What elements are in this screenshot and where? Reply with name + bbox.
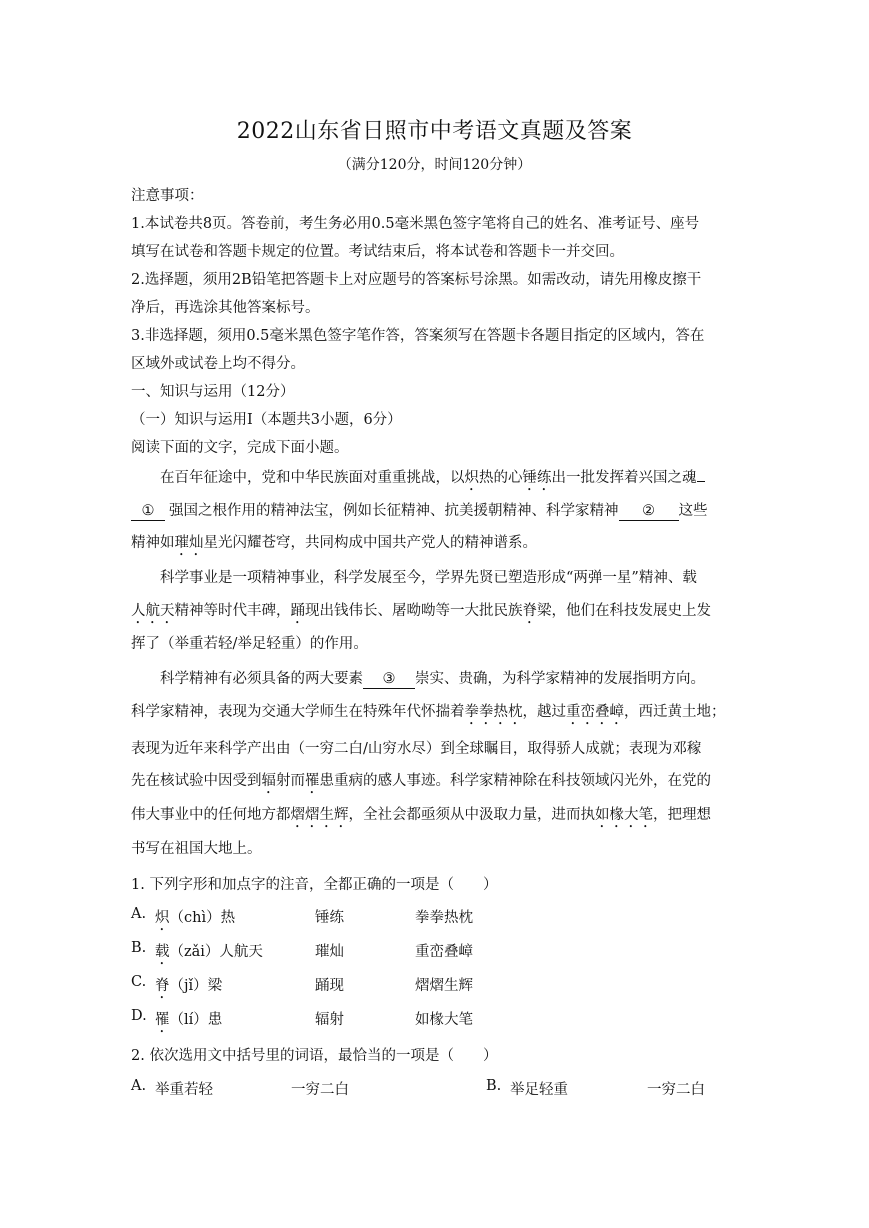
option-choice-2: 璀灿	[315, 944, 344, 960]
blank-1: ①	[131, 504, 165, 521]
passage-text: 科学精神有必须具备的两大要素	[160, 671, 363, 687]
passage-line: 挥了（举重若轻/举足轻重）的作用。	[131, 636, 368, 652]
dotted-char: 锤练	[522, 470, 552, 486]
page-title: 2022山东省日照市中考语文真题及答案	[236, 119, 633, 144]
option-choice-1: 脊（jǐ）梁	[155, 978, 223, 994]
dotted-char: 辐	[261, 773, 276, 789]
q2-option-b-word-2: 一穷二白	[647, 1082, 705, 1098]
notice-line: 净后，再选涂其他答案标号。	[131, 300, 320, 316]
passage-text: 射而	[276, 773, 305, 789]
option-choice-2: 锤练	[315, 910, 344, 926]
notice-line: 填写在试卷和答题卡规定的位置。考试结束后，将本试卷和答题卡一并交回。	[131, 244, 624, 260]
q2-option-a-word-2: 一穷二白	[291, 1082, 349, 1098]
dotted-char: 脊	[522, 603, 537, 619]
dotted-char: 熠熠生辉	[290, 807, 349, 823]
notice-line: 3.非选择题，须用0.5毫米黑色签字笔作答，答案须写在答题卡各题目指定的区域内，答在	[131, 328, 705, 344]
option-choice-3: 重峦叠嶂	[415, 944, 473, 960]
passage-text: 梁，他们在科技发展史上发	[537, 603, 711, 619]
dotted-char: 重峦叠嶂	[566, 704, 624, 720]
notice-heading: 注意事项：	[131, 188, 204, 204]
passage-text: 在百年征途中，党和中华民族面对重重挑战，以	[160, 470, 465, 486]
option-choice-1: 罹（lí）患	[155, 1012, 223, 1028]
question-2-stem: 2. 依次选用文中括号里的词语，最恰当的一项是（ ）	[131, 1048, 498, 1064]
blank-2: ②	[619, 504, 679, 521]
passage-text: 伟大事业中的任何地方都	[131, 807, 291, 823]
option-choice-1: 载（zǎi）人航天	[155, 944, 263, 960]
passage-text: ，越过	[522, 704, 566, 720]
passage-line	[131, 599, 711, 627]
page-subtitle: （满分120分，时间120分钟）	[337, 157, 532, 173]
passage-line	[160, 466, 705, 494]
passage-line	[131, 499, 708, 521]
dotted-char: 璀灿	[174, 535, 204, 551]
passage-text: 精神等时代丰碑，	[174, 603, 291, 619]
option-label: B.	[131, 940, 147, 956]
passage-line: 书写在祖国大地上。	[131, 841, 262, 857]
option-choice-3: 如椽大笔	[415, 1012, 473, 1028]
passage-text: ，西迁黄土地；	[624, 704, 726, 720]
option-choice-3: 熠熠生辉	[415, 978, 473, 994]
passage-line	[131, 769, 711, 797]
q2-option-a-label[interactable]: A.	[131, 1078, 147, 1094]
passage-text: 出一批发挥着兴国之魂	[551, 470, 697, 486]
q2-option-a-word-1: 举重若轻	[155, 1082, 213, 1098]
passage-text: 精神如	[131, 535, 175, 551]
passage-text: 现出钱伟长、屠呦呦等一大批民族	[305, 603, 523, 619]
option-choice-2: 踊现	[315, 978, 344, 994]
dotted-char: 如椽大笔	[595, 807, 653, 823]
passage-line: 表现为近年来科学产出由（一穷二白/山穷水尽）到全球瞩目，取得骄人成就；表现为邓稼	[131, 741, 702, 757]
q2-option-b-word-1: 举足轻重	[510, 1082, 568, 1098]
passage-line	[131, 700, 726, 728]
passage-text: 星光闪耀苍穹，共同构成中国共产党人的精神谱系。	[203, 535, 537, 551]
option-choice-1: 炽（chì）热	[155, 910, 236, 926]
passage-text: 热的心	[479, 470, 523, 486]
section-heading: 一、知识与运用（12分）	[131, 384, 295, 400]
dotted-char: 炽	[464, 470, 479, 486]
notice-line: 区域外或试卷上均不得分。	[131, 356, 305, 372]
dotted-char: 罹	[305, 773, 320, 789]
passage-text: 强国之根作用的精神法宝，例如长征精神、抗美援朝精神、科学家精神	[169, 503, 619, 519]
option-label: D.	[131, 1008, 147, 1024]
option-label: A.	[131, 906, 147, 922]
subsection-heading: （一）知识与运用Ⅰ（本题共3小题，6分）	[131, 412, 402, 428]
blank-3: ③	[363, 672, 415, 689]
passage-text: 崇实、贵确，为科学家精神的发展指明方向。	[415, 671, 705, 687]
passage-text: 患重病的感人事迹。科学家精神除在科技领域闪光外，在党的	[319, 773, 711, 789]
question-1-stem: 1. 下列字形和加点字的注音，全都正确的一项是（ ）	[131, 877, 498, 893]
passage-line	[131, 803, 711, 831]
option-choice-3: 拳拳热枕	[415, 910, 473, 926]
notice-line: 1.本试卷共8页。答卷前，考生务必用0.5毫米黑色签字笔将自己的姓名、准考证号、座号	[131, 216, 700, 232]
passage-line: 科学事业是一项精神事业，科学发展至今，学界先贤已塑造形成“两弹一星”精神、载	[160, 570, 697, 586]
q2-option-b-label[interactable]: B.	[486, 1078, 502, 1094]
reading-instruction: 阅读下面的文字，完成下面小题。	[131, 440, 349, 456]
option-label: C.	[131, 974, 147, 990]
option-choice-2: 辐射	[315, 1012, 344, 1028]
dotted-char: 人航天	[131, 603, 175, 619]
passage-text: 科学家精神，表现为交通大学师生在特殊年代怀揣着	[131, 704, 465, 720]
dotted-char: 踊	[290, 603, 305, 619]
passage-text: 这些	[678, 503, 708, 519]
dotted-char: 拳拳热枕	[464, 704, 523, 720]
passage-line	[131, 531, 537, 559]
passage-text: ，全社会都亟须从中汲取力量，进而执	[348, 807, 595, 823]
passage-text: 先在核试验中因受到	[131, 773, 262, 789]
passage-text: ，把理想	[653, 807, 711, 823]
blank-underline	[697, 481, 705, 482]
notice-line: 2.选择题，须用2B铅笔把答题卡上对应题号的答案标号涂黑。如需改动，请先用橡皮擦干	[131, 272, 702, 288]
passage-line	[160, 667, 705, 689]
